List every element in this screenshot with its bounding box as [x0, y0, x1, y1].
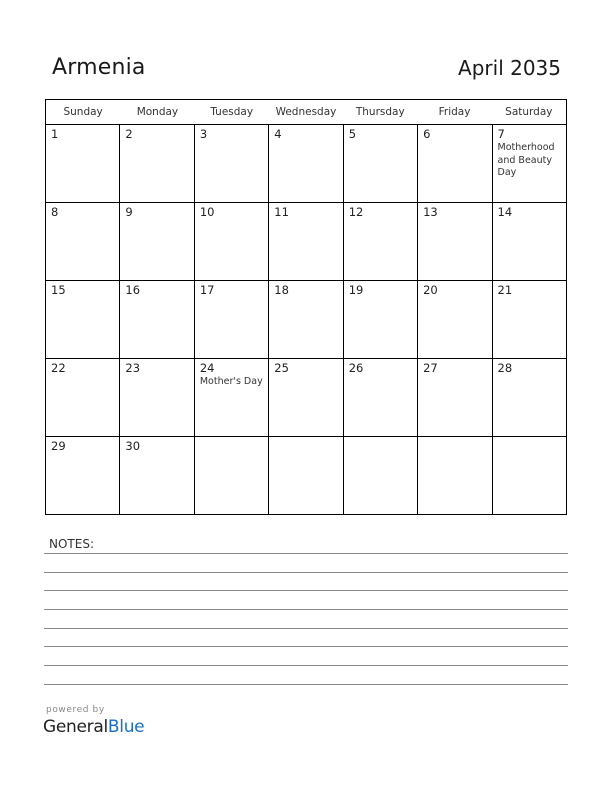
notes-line: [44, 628, 568, 629]
day-number: 16: [125, 283, 141, 297]
notes-line: [44, 684, 568, 685]
day-number: 22: [51, 361, 66, 375]
day-cell: [195, 359, 269, 436]
day-cell: [493, 359, 566, 436]
day-number: 25: [274, 361, 289, 375]
day-number: 19: [348, 283, 364, 297]
day-number: 30: [125, 439, 141, 453]
notes-line: [44, 572, 568, 573]
day-cell: [344, 281, 418, 358]
powered-by-text: powered by: [46, 705, 105, 715]
day-number: 2: [125, 127, 133, 141]
day-cell: [120, 281, 194, 358]
day-number: 20: [423, 283, 438, 297]
day-cell: [195, 125, 269, 202]
day-cell: [120, 437, 194, 514]
week-row: [46, 203, 566, 281]
week-row: [46, 281, 566, 359]
notes-label: NOTES:: [49, 537, 94, 551]
weekday-thursday: Thursday: [355, 106, 405, 118]
day-number: 3: [199, 127, 208, 141]
day-number: 7: [497, 127, 505, 141]
weekday-wednesday: Wednesday: [275, 106, 337, 118]
calendar-grid: [45, 99, 567, 515]
day-number: 18: [274, 283, 289, 297]
day-cell: [269, 281, 343, 358]
day-cell: [418, 203, 492, 280]
day-cell: [493, 125, 566, 202]
day-number: 4: [274, 127, 282, 141]
weekday-saturday: Saturday: [505, 106, 553, 118]
logo-blue: Blue: [107, 717, 145, 737]
day-number: 13: [423, 205, 438, 219]
day-cell: [344, 125, 418, 202]
day-cell: [120, 125, 194, 202]
day-cell: [493, 203, 566, 280]
day-number: 1: [51, 127, 59, 141]
week-row: [46, 437, 566, 514]
day-cell: [195, 437, 269, 514]
day-cell: [46, 203, 120, 280]
day-number: 15: [51, 283, 66, 297]
day-number: 23: [125, 361, 141, 375]
day-cell: [46, 359, 120, 436]
weekday-header-row: [46, 100, 566, 125]
day-number: 6: [423, 127, 431, 141]
day-cell: [344, 359, 418, 436]
weekday-tuesday: Tuesday: [210, 106, 254, 118]
day-number: 29: [51, 439, 66, 453]
notes-line: [44, 590, 568, 591]
day-cell: [418, 437, 492, 514]
weekday-sunday: Sunday: [63, 106, 103, 118]
day-number: 28: [497, 361, 513, 375]
day-number: 5: [348, 127, 357, 141]
day-cell: [344, 203, 418, 280]
day-cell: [46, 281, 120, 358]
day-cell: [46, 125, 120, 202]
day-cell: [418, 359, 492, 436]
notes-line: [44, 553, 568, 554]
day-number: 14: [497, 205, 513, 219]
day-cell: [269, 125, 343, 202]
notes-line: [44, 609, 568, 610]
day-number: 9: [125, 205, 133, 219]
month-year-title: April 2035: [458, 56, 561, 80]
generalblue-logo: [43, 717, 144, 737]
day-cell: [418, 125, 492, 202]
notes-line: [44, 665, 568, 666]
weekday-monday: Monday: [136, 106, 179, 118]
week-row: [46, 359, 566, 437]
day-cell: [493, 437, 566, 514]
day-number: 11: [274, 205, 289, 219]
day-cell: [493, 281, 566, 358]
day-cell: [269, 437, 343, 514]
holiday-label: Motherhood and Beauty Day: [497, 142, 555, 178]
day-cell: [269, 359, 343, 436]
day-number: 12: [348, 205, 364, 219]
day-cell: [46, 437, 120, 514]
holiday-label: Mother's Day: [199, 376, 263, 387]
day-number: 24: [199, 361, 215, 375]
day-number: 21: [497, 283, 513, 297]
day-number: 17: [199, 283, 215, 297]
day-cell: [418, 281, 492, 358]
day-number: 10: [199, 205, 215, 219]
day-number: 27: [423, 361, 438, 375]
week-row: [46, 125, 566, 203]
day-cell: [344, 437, 418, 514]
day-cell: [195, 203, 269, 280]
day-cell: [195, 281, 269, 358]
weekday-friday: Friday: [438, 106, 471, 118]
day-number: 26: [348, 361, 364, 375]
logo-general: General: [43, 717, 108, 737]
country-title: Armenia: [52, 55, 146, 80]
day-cell: [120, 359, 194, 436]
notes-line: [44, 646, 568, 647]
day-number: 8: [51, 205, 59, 219]
day-cell: [269, 203, 343, 280]
day-cell: [120, 203, 194, 280]
